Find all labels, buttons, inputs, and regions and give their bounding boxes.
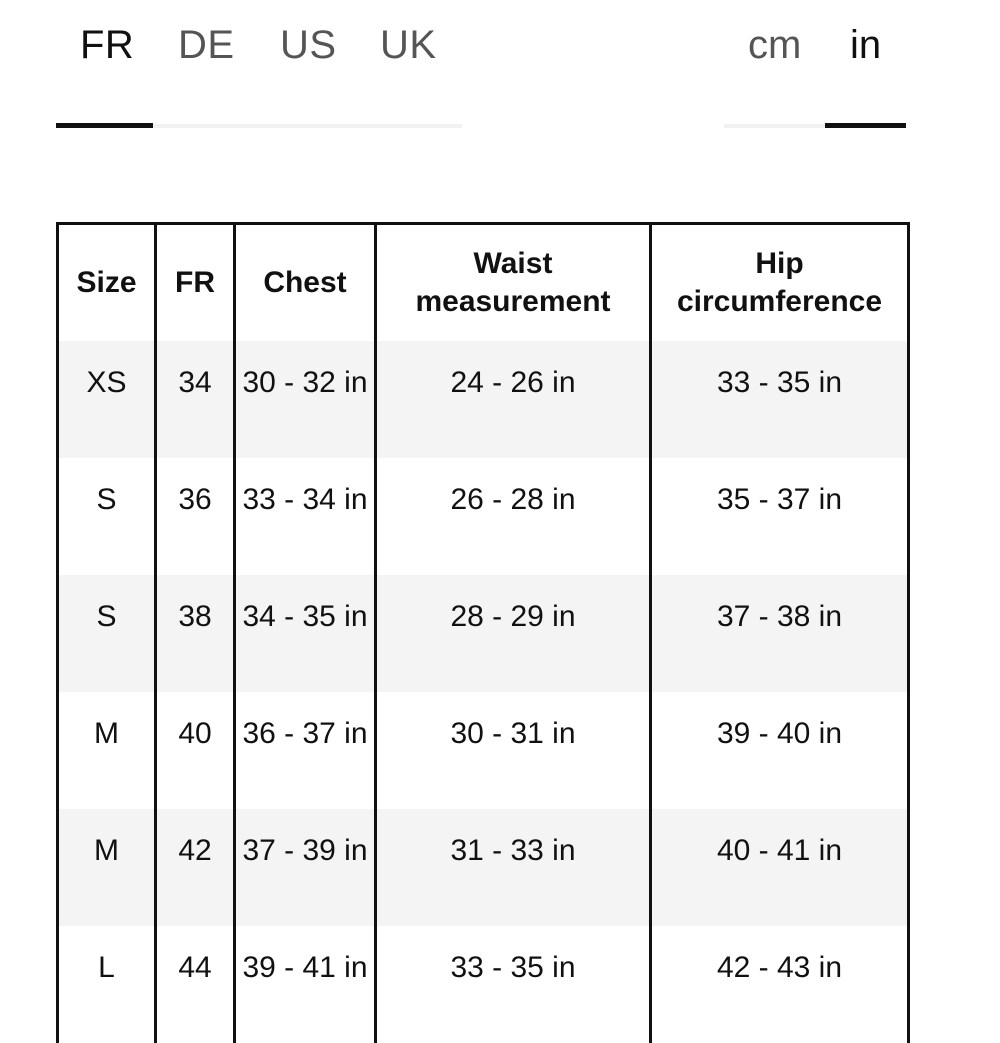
cell-size: M <box>58 809 156 926</box>
tab-us[interactable]: US <box>280 23 337 67</box>
table-row <box>58 341 909 458</box>
header-waist: Waist measurement <box>376 224 651 342</box>
table-row <box>58 692 909 809</box>
cell-waist: 31 - 33 in <box>376 809 651 926</box>
cell-size: S <box>58 575 156 692</box>
header-chest: Chest <box>235 224 376 342</box>
cell-chest: 34 - 35 in <box>235 575 376 692</box>
cell-hip: 33 - 35 in <box>651 341 909 458</box>
size-chart-table <box>56 222 910 1043</box>
region-tabs <box>56 0 462 130</box>
header-size: Size <box>58 224 156 342</box>
cell-hip: 37 - 38 in <box>651 575 909 692</box>
unit-tabs <box>724 0 906 130</box>
unit-tab-indicator <box>825 123 906 128</box>
cell-size: L <box>58 926 156 1043</box>
cell-hip: 40 - 41 in <box>651 809 909 926</box>
cell-waist: 30 - 31 in <box>376 692 651 809</box>
cell-size: M <box>58 692 156 809</box>
cell-waist: 24 - 26 in <box>376 341 651 458</box>
table-row <box>58 809 909 926</box>
tab-cm[interactable]: cm <box>748 23 802 67</box>
tab-uk[interactable]: UK <box>380 23 437 67</box>
table-row <box>58 575 909 692</box>
cell-waist: 26 - 28 in <box>376 458 651 575</box>
cell-waist: 33 - 35 in <box>376 926 651 1043</box>
cell-size: XS <box>58 341 156 458</box>
header-hip: Hip circumference <box>651 224 909 342</box>
table-header-row <box>58 224 909 342</box>
cell-hip: 35 - 37 in <box>651 458 909 575</box>
cell-size: S <box>58 458 156 575</box>
table-row <box>58 926 909 1043</box>
cell-fr: 40 <box>156 692 235 809</box>
tab-fr[interactable]: FR <box>80 23 135 67</box>
region-tab-indicator <box>56 123 153 128</box>
table-row <box>58 458 909 575</box>
cell-fr: 36 <box>156 458 235 575</box>
cell-chest: 37 - 39 in <box>235 809 376 926</box>
tab-in[interactable]: in <box>850 23 882 67</box>
cell-hip: 39 - 40 in <box>651 692 909 809</box>
cell-chest: 30 - 32 in <box>235 341 376 458</box>
cell-fr: 42 <box>156 809 235 926</box>
cell-fr: 44 <box>156 926 235 1043</box>
cell-chest: 33 - 34 in <box>235 458 376 575</box>
cell-chest: 36 - 37 in <box>235 692 376 809</box>
cell-fr: 34 <box>156 341 235 458</box>
cell-hip: 42 - 43 in <box>651 926 909 1043</box>
cell-fr: 38 <box>156 575 235 692</box>
cell-waist: 28 - 29 in <box>376 575 651 692</box>
tab-de[interactable]: DE <box>178 23 235 67</box>
cell-chest: 39 - 41 in <box>235 926 376 1043</box>
header-fr: FR <box>156 224 235 342</box>
